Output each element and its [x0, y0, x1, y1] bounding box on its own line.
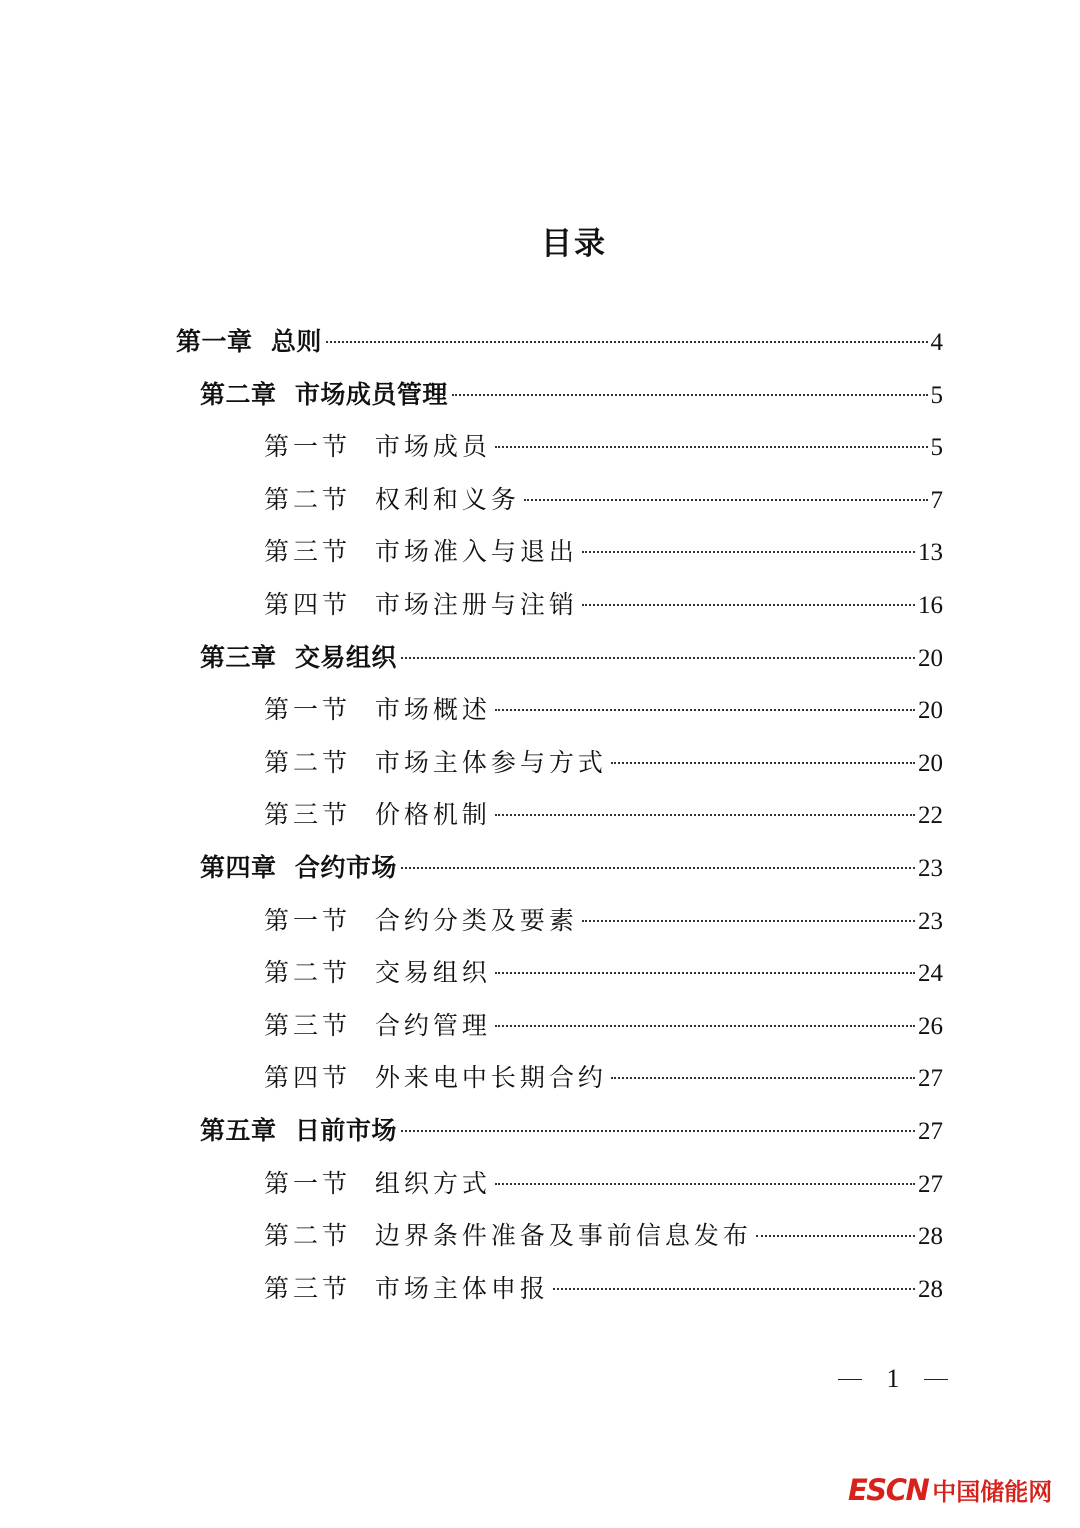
toc-entry[interactable] [264, 530, 943, 574]
toc-entry-label: 第二节 权利和义务 [264, 484, 520, 514]
dot-leader [452, 394, 928, 396]
toc-entry-page: 23 [918, 907, 943, 935]
watermark-chinese: 中国储能网 [932, 1478, 1053, 1506]
toc-entry[interactable] [264, 899, 943, 943]
toc-entry[interactable] [264, 688, 943, 732]
dot-leader [495, 814, 915, 816]
toc-entry-label: 第一节 合约分类及要素 [264, 905, 578, 935]
dot-leader [401, 867, 915, 869]
dot-leader [611, 1077, 915, 1079]
toc-entry-page: 4 [930, 329, 943, 356]
dot-leader [495, 1183, 915, 1185]
toc-entry-page: 28 [918, 1223, 943, 1251]
toc-entry-page: 28 [918, 1275, 943, 1303]
toc-entry-page: 26 [918, 1012, 943, 1040]
toc-entry[interactable] [200, 373, 943, 417]
toc-entry-label: 第三节 合约管理 [264, 1010, 491, 1040]
dot-leader [582, 551, 915, 553]
toc-entry[interactable] [264, 425, 943, 469]
toc-entry-label: 第二节 交易组织 [264, 958, 491, 988]
toc-entry-label: 第五章 日前市场 [200, 1116, 397, 1145]
toc-entry-page: 13 [918, 539, 943, 567]
watermark-logo [848, 1472, 1052, 1507]
toc-entry[interactable] [264, 1162, 943, 1206]
dot-leader [401, 657, 915, 659]
toc-entry-page: 27 [918, 1065, 943, 1093]
toc-entry-label: 第三节 市场主体申报 [264, 1273, 549, 1303]
toc-entry-label: 第三章 交易组织 [200, 642, 397, 672]
toc-entry-page: 20 [918, 644, 943, 672]
toc-entry[interactable] [264, 1214, 943, 1258]
toc-entry-page: 7 [930, 486, 943, 514]
dot-leader [553, 1288, 915, 1290]
toc-entry[interactable] [264, 1004, 943, 1048]
page-number-footer [838, 1364, 948, 1394]
toc-entry-page: 20 [918, 697, 943, 725]
dot-leader [495, 1025, 915, 1027]
toc-entry[interactable] [264, 583, 943, 627]
toc-entry-label: 第一节 市场概述 [264, 695, 491, 725]
toc-entry-label: 第二节 边界条件准备及事前信息发布 [264, 1221, 752, 1251]
folio-dash-left [838, 1379, 862, 1380]
toc-entry[interactable] [264, 741, 943, 785]
toc-entry-label: 第二章 市场成员管理 [200, 379, 448, 409]
toc-entry-label: 第一节 市场成员 [264, 432, 491, 462]
toc-entry-page: 22 [918, 802, 943, 830]
toc-entry[interactable] [264, 951, 943, 995]
page-number: 1 [886, 1364, 900, 1393]
toc-entry[interactable] [264, 478, 943, 522]
dot-leader [495, 709, 915, 711]
toc-entry-label: 第四章 合约市场 [200, 853, 397, 882]
dot-leader [611, 762, 915, 764]
dot-leader [495, 446, 928, 448]
toc-entry-label: 第二节 市场主体参与方式 [264, 747, 607, 777]
watermark-latin: ESCN [848, 1472, 929, 1507]
toc-entry-page: 24 [918, 960, 943, 988]
toc-entry-page: 5 [930, 381, 943, 409]
dot-leader [756, 1235, 915, 1237]
toc-entry[interactable] [200, 636, 943, 680]
toc-entry[interactable] [264, 1267, 943, 1311]
toc-entry-label: 第四节 市场注册与注销 [264, 590, 578, 619]
toc-entry-label: 第一章 总则 [176, 327, 322, 356]
toc-entry[interactable] [264, 1056, 943, 1100]
dot-leader [495, 972, 915, 974]
dot-leader [326, 341, 928, 343]
toc-entry-page: 23 [918, 855, 943, 882]
toc-entry-label: 第四节 外来电中长期合约 [264, 1063, 607, 1093]
toc-entry-page: 16 [918, 592, 943, 619]
toc-entry-label: 第三节 市场准入与退出 [264, 537, 578, 567]
folio-dash-right [924, 1379, 948, 1380]
toc-entry[interactable] [200, 1109, 943, 1153]
toc-entry-label: 第一节 组织方式 [264, 1168, 491, 1198]
toc-entry-page: 5 [930, 434, 943, 462]
dot-leader [401, 1130, 915, 1132]
toc-entry-label: 第三节 价格机制 [264, 800, 491, 830]
dot-leader [582, 604, 915, 606]
dot-leader [582, 920, 915, 922]
toc-entry[interactable] [264, 793, 943, 837]
toc-entry[interactable] [200, 846, 943, 890]
toc-entry-page: 27 [918, 1170, 943, 1198]
toc-entry[interactable] [176, 320, 943, 364]
dot-leader [524, 499, 928, 501]
toc-entry-page: 27 [918, 1118, 943, 1145]
toc-entry-page: 20 [918, 749, 943, 777]
page-title: 目录 [541, 226, 607, 262]
